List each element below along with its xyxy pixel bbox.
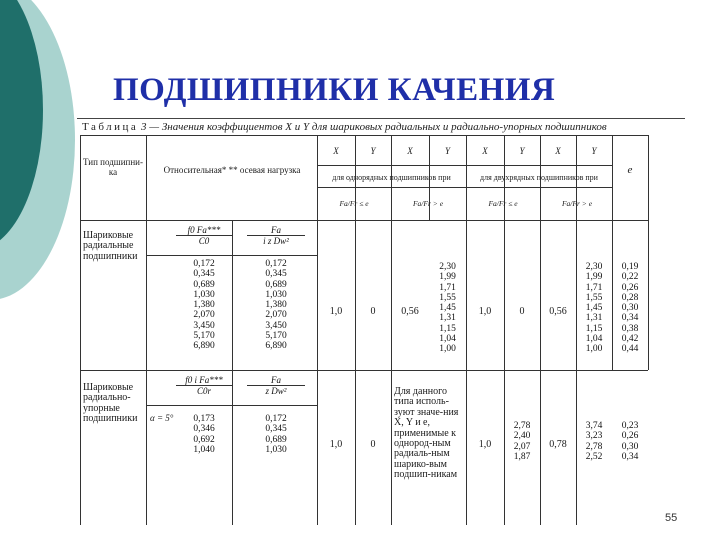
radial-col1-values: 0,172 0,345 0,689 1,030 1,380 2,070 3,450 5,170 6,890: [193, 259, 215, 352]
angular-y4-values: 3,74 3,23 2,78 2,52: [585, 421, 603, 462]
radial-y3: 0: [519, 306, 525, 317]
cond-le: Fa/Fr ≤ e: [339, 199, 369, 208]
col-divider: [391, 135, 392, 525]
angular-y1: 0: [370, 439, 376, 450]
radial-frac2-den: i z Dw²: [263, 236, 289, 246]
section-line: [80, 370, 648, 371]
cond-gt: Fa/Fr > e: [412, 199, 444, 208]
header-e: e: [627, 164, 633, 176]
header-y: Y: [519, 146, 525, 156]
col-divider: [540, 135, 541, 525]
header-x: X: [333, 146, 339, 156]
header-line: [146, 255, 318, 256]
radial-type-label: Шариковые радиальные подшипники: [83, 230, 138, 262]
angular-frac1-den: C0r: [196, 386, 211, 396]
cond-gt: Fa/Fr > e: [561, 199, 593, 208]
col-divider: [466, 135, 467, 525]
angular-col1-values: 0,173 0,346 0,692 1,040: [193, 414, 215, 455]
angular-frac2-num: Fa: [247, 375, 305, 386]
angular-e-values: 0,23 0,26 0,30 0,34: [621, 421, 639, 462]
angular-type-label: Шариковые радиально-упорные подшипники: [83, 382, 138, 425]
col-subdivider: [504, 135, 505, 525]
angular-x3: 1,0: [478, 439, 492, 450]
radial-x2: 0,56: [401, 306, 419, 317]
radial-frac1-den: C0: [198, 236, 210, 246]
header-y: Y: [591, 146, 597, 156]
radial-y2-values: 2,30 1,99 1,71 1,55 1,45 1,31 1,15 1,04 1,00: [439, 262, 456, 355]
angular-note: Для данного типа исполь-зуют значе-ния X, Y и e, применимые к однород-ным радиаль-ным шарико-вым подшип-никам: [394, 386, 459, 481]
table-border-left: [80, 135, 81, 525]
angular-col2-values: 0,172 0,345 0,689 1,030: [265, 414, 287, 455]
angular-frac2-den: z Dw²: [265, 386, 287, 396]
page-number: 55: [665, 512, 678, 524]
radial-col2-values: 0,172 0,345 0,689 1,030 1,380 2,070 3,450 5,170 6,890: [265, 259, 287, 352]
radial-frac2: [247, 225, 305, 246]
radial-y1: 0: [370, 306, 376, 317]
header-single-row: для однорядных подшипников при: [332, 173, 451, 182]
radial-x1: 1,0: [329, 306, 343, 317]
table-border-top: [80, 135, 648, 136]
header-x: X: [407, 146, 413, 156]
header-relative-load: Относительная* ** осевая нагрузка: [163, 165, 301, 175]
table-border-right: [648, 135, 649, 370]
header-line: [146, 405, 318, 406]
angular-alpha: α = 5°: [150, 413, 174, 423]
table-caption-text: 3 — Значения коэффициентов X и Y для шариковых радиальных и радиально-упорных подшипников: [141, 121, 607, 133]
header-y: Y: [444, 146, 450, 156]
radial-x3: 1,0: [478, 306, 492, 317]
header-double-row: для двухрядных подшипников при: [480, 173, 598, 182]
header-y: Y: [370, 146, 376, 156]
radial-frac2-num: Fa: [247, 225, 305, 236]
title-divider: [77, 118, 685, 119]
angular-frac1-num: f0 i Fa***: [176, 375, 232, 386]
radial-x4: 0,56: [549, 306, 567, 317]
header-x: X: [482, 146, 488, 156]
header-line: [317, 187, 612, 188]
cond-le: Fa/Fr ≤ e: [488, 199, 518, 208]
radial-frac1-num: f0 Fa***: [176, 225, 232, 236]
radial-y4-values: 2,30 1,99 1,71 1,55 1,45 1,31 1,15 1,04 1,00: [585, 262, 603, 355]
col-subdivider: [355, 135, 356, 525]
angular-frac2: [247, 375, 305, 396]
col-divider: [146, 135, 147, 525]
angular-frac1: [176, 375, 232, 396]
angular-y3-values: 2,78 2,40 2,07 1,87: [513, 421, 531, 462]
col-subdivider: [232, 220, 233, 525]
col-divider: [317, 135, 318, 525]
coefficients-table: [80, 135, 658, 525]
angular-x1: 1,0: [329, 439, 343, 450]
table-caption-lead: Таблица: [82, 121, 139, 133]
header-type: Тип подшипни-ка: [83, 157, 143, 177]
table-caption: [82, 121, 607, 133]
radial-frac1: [176, 225, 232, 246]
header-x: X: [555, 146, 561, 156]
header-line: [317, 165, 612, 166]
page-title: ПОДШИПНИКИ КАЧЕНИЯ: [113, 72, 556, 108]
angular-x4: 0,78: [549, 439, 567, 450]
radial-e-values: 0,19 0,22 0,26 0,28 0,30 0,34 0,38 0,42 0,44: [621, 262, 639, 355]
header-line: [80, 220, 648, 221]
